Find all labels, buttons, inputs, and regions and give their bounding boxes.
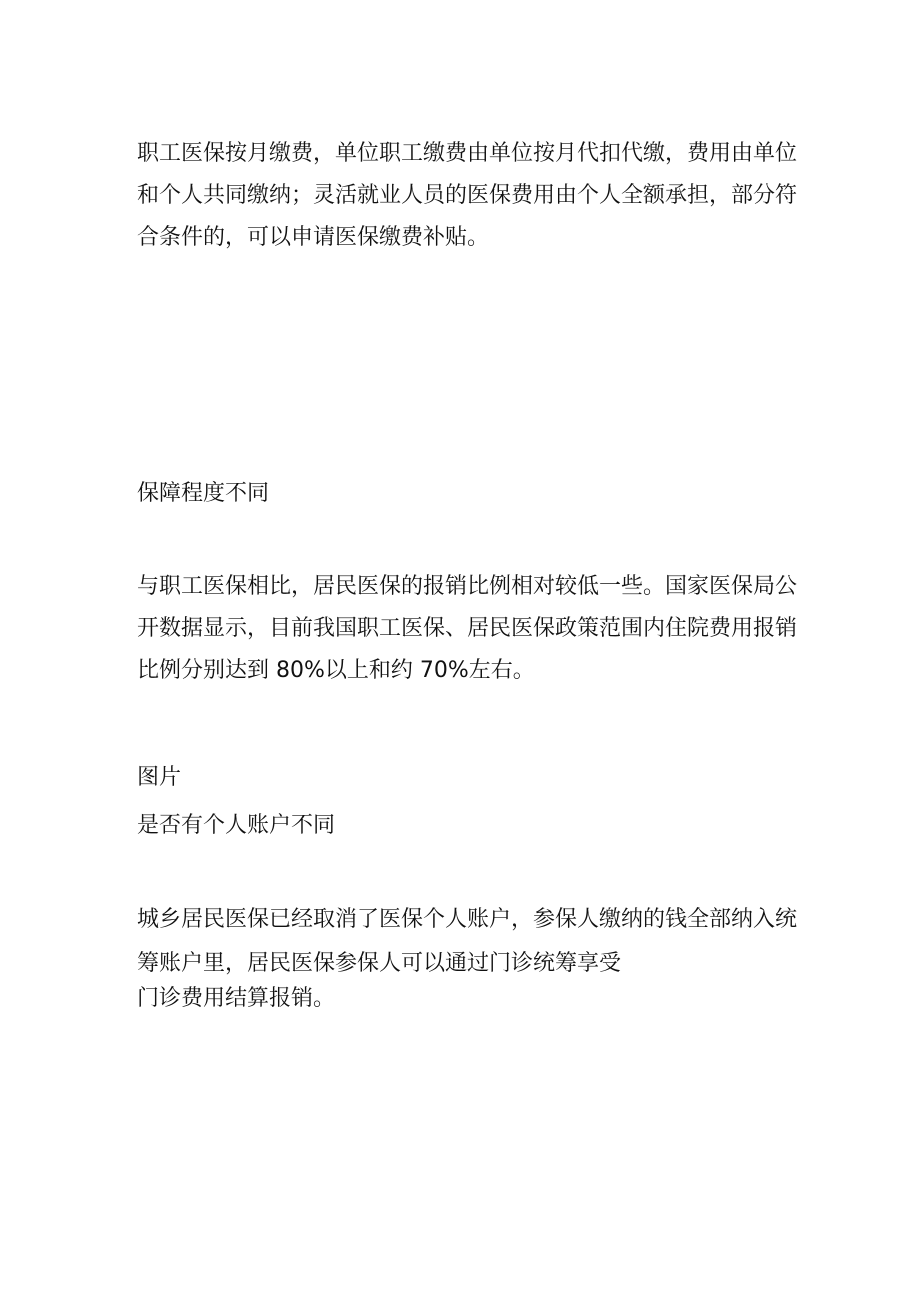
paragraph-line: 比例分别达到 80%以上和约 70%左右。 [137,658,535,683]
paragraph-line: 筹账户里，居民医保参保人可以通过门诊统筹享受 [137,951,622,976]
paragraph-line: 开数据显示，目前我国职工医保、居民医保政策范围内住院费用报销 [137,616,798,641]
paragraph-line: 与职工医保相比，居民医保的报销比例相对较低一些。国家医保局公 [137,574,798,599]
paragraph-employee-insurance-payment [137,133,797,259]
paragraph-reimbursement-ratio [137,566,797,692]
paragraph-line: 和个人共同缴纳；灵活就业人员的医保费用由个人全额承担，部分符 [137,183,798,208]
paragraph-personal-account [137,899,797,1021]
paragraph-line: 门诊费用结算报销。 [137,986,336,1011]
section-heading-coverage-level: 保障程度不同 [137,481,270,506]
paragraph-line: 职工医保按月缴费，单位职工缴费由单位按月代扣代缴，费用由单位 [137,141,798,166]
paragraph-line: 城乡居民医保已经取消了医保个人账户，参保人缴纳的钱全部纳入统 [137,907,798,932]
section-heading-personal-account: 是否有个人账户不同 [137,813,336,838]
image-placeholder-caption: 图片 [137,765,182,790]
paragraph-line: 合条件的，可以申请医保缴费补贴。 [137,225,490,250]
